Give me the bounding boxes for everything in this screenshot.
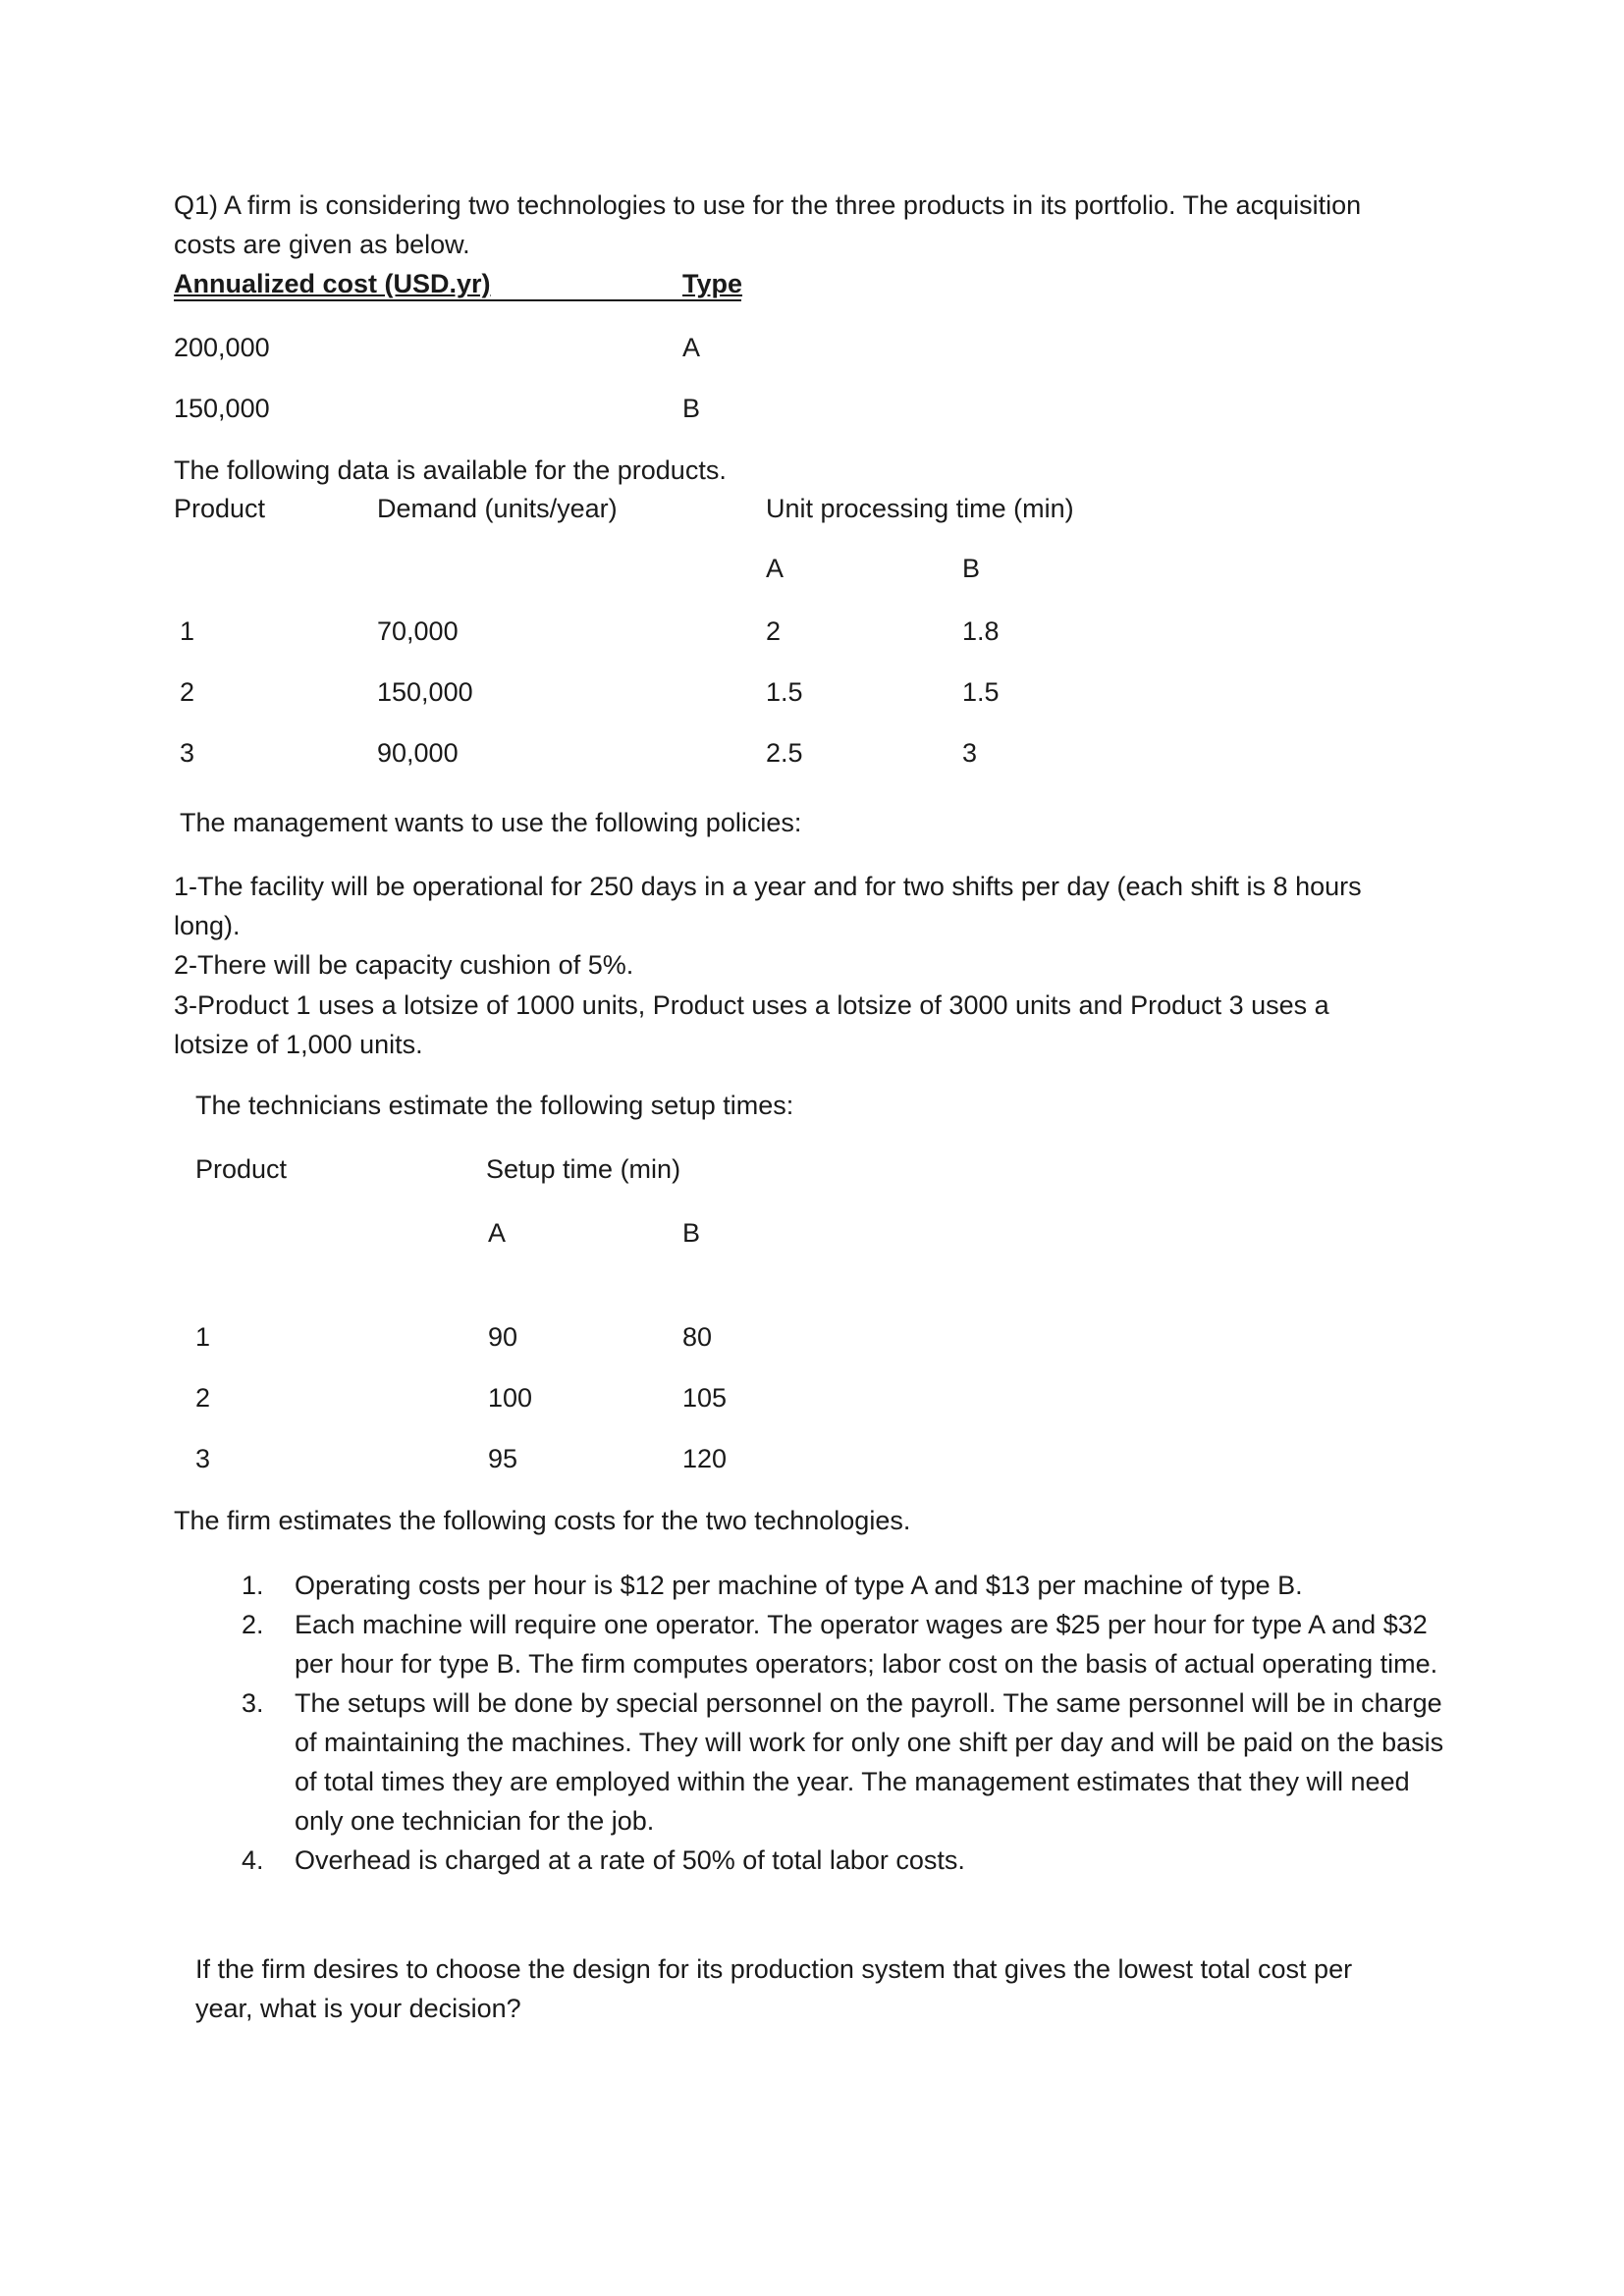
- policy-2: 2-There will be capacity cushion of 5%.: [174, 950, 634, 980]
- time-a-value: 1.5: [766, 677, 803, 707]
- setup-a-value: 90: [488, 1322, 518, 1352]
- list-item: [242, 1566, 1459, 1605]
- time-b-value: 1.5: [962, 677, 1000, 707]
- setup-product-id: 2: [195, 1383, 211, 1413]
- type-value: A: [682, 333, 701, 362]
- intro-line-2: costs are given as below.: [174, 230, 470, 259]
- list-item-text: The setups will be done by special personnel on the payroll. The same personnel will be in charge of maintaining the machines. They will work for only one shift per day and will be paid on the basis of total times they are employed within the year. The management estimates that they will need only one technician for the job.: [295, 1688, 1444, 1836]
- processing-header: Unit processing time (min): [766, 494, 1074, 523]
- cost-value: 200,000: [174, 333, 270, 362]
- list-item: [242, 1683, 1459, 1841]
- setup-b-value: 80: [682, 1322, 713, 1352]
- intro-line-1: Q1) A firm is considering two technologies to use for the three products in its portfolio. The acquisition: [174, 190, 1362, 220]
- setup-time-header: Setup time (min): [486, 1154, 681, 1184]
- list-item-text: Operating costs per hour is $12 per machine of type A and $13 per machine of type B.: [295, 1571, 1303, 1600]
- cost-header-rule: [174, 299, 741, 301]
- question-line-2: year, what is your decision?: [195, 1994, 521, 2023]
- policy-3-line-1: 3-Product 1 uses a lotsize of 1000 units, Product uses a lotsize of 3000 units and Product 3 uses a: [174, 990, 1329, 1020]
- list-item-number: 1.: [242, 1571, 264, 1600]
- cost-header: Annualized cost (USD.yr): [174, 269, 491, 298]
- policy-1-line-1: 1-The facility will be operational for 250 days in a year and for two shifts per day (each shift is 8 hours: [174, 872, 1362, 901]
- processing-col-b: B: [962, 554, 981, 583]
- product-id: 2: [180, 677, 195, 707]
- setup-col-b: B: [682, 1218, 701, 1248]
- list-item-number: 3.: [242, 1688, 264, 1718]
- list-item-number: 4.: [242, 1845, 264, 1875]
- demand-value: 70,000: [377, 616, 459, 646]
- setup-b-value: 120: [682, 1444, 728, 1473]
- time-b-value: 1.8: [962, 616, 1000, 646]
- list-item-number: 2.: [242, 1610, 264, 1639]
- list-item-text: Overhead is charged at a rate of 50% of total labor costs.: [295, 1845, 965, 1875]
- setup-b-value: 105: [682, 1383, 728, 1413]
- setup-table-intro: The technicians estimate the following setup times:: [195, 1091, 794, 1120]
- list-item: [242, 1841, 1459, 1880]
- demand-value: 150,000: [377, 677, 473, 707]
- question-line-1: If the firm desires to choose the design for its production system that gives the lowest total cost per: [195, 1954, 1353, 1984]
- costs-list: [242, 1566, 1459, 1880]
- demand-value: 90,000: [377, 738, 459, 768]
- costs-intro: The firm estimates the following costs for the two technologies.: [174, 1506, 911, 1535]
- setup-product-header: Product: [195, 1154, 288, 1184]
- product-header: Product: [174, 494, 266, 523]
- policy-3-line-2: lotsize of 1,000 units.: [174, 1030, 423, 1059]
- cost-value: 150,000: [174, 394, 270, 423]
- processing-col-a: A: [766, 554, 785, 583]
- time-a-value: 2: [766, 616, 782, 646]
- time-a-value: 2.5: [766, 738, 803, 768]
- list-item: [242, 1605, 1459, 1683]
- policies-intro: The management wants to use the following policies:: [180, 808, 802, 837]
- demand-header: Demand (units/year): [377, 494, 618, 523]
- setup-col-a: A: [488, 1218, 507, 1248]
- product-id: 3: [180, 738, 195, 768]
- list-item-text: Each machine will require one operator. The operator wages are $25 per hour for type A and $32 per hour for type B. The firm computes operators; labor cost on the basis of actual operating time.: [295, 1610, 1438, 1679]
- setup-product-id: 1: [195, 1322, 211, 1352]
- type-header: Type: [682, 269, 743, 298]
- setup-product-id: 3: [195, 1444, 211, 1473]
- setup-a-value: 100: [488, 1383, 533, 1413]
- setup-a-value: 95: [488, 1444, 518, 1473]
- time-b-value: 3: [962, 738, 978, 768]
- type-value: B: [682, 394, 701, 423]
- product-table-intro: The following data is available for the products.: [174, 455, 727, 485]
- policy-1-line-2: long).: [174, 911, 241, 940]
- product-id: 1: [180, 616, 195, 646]
